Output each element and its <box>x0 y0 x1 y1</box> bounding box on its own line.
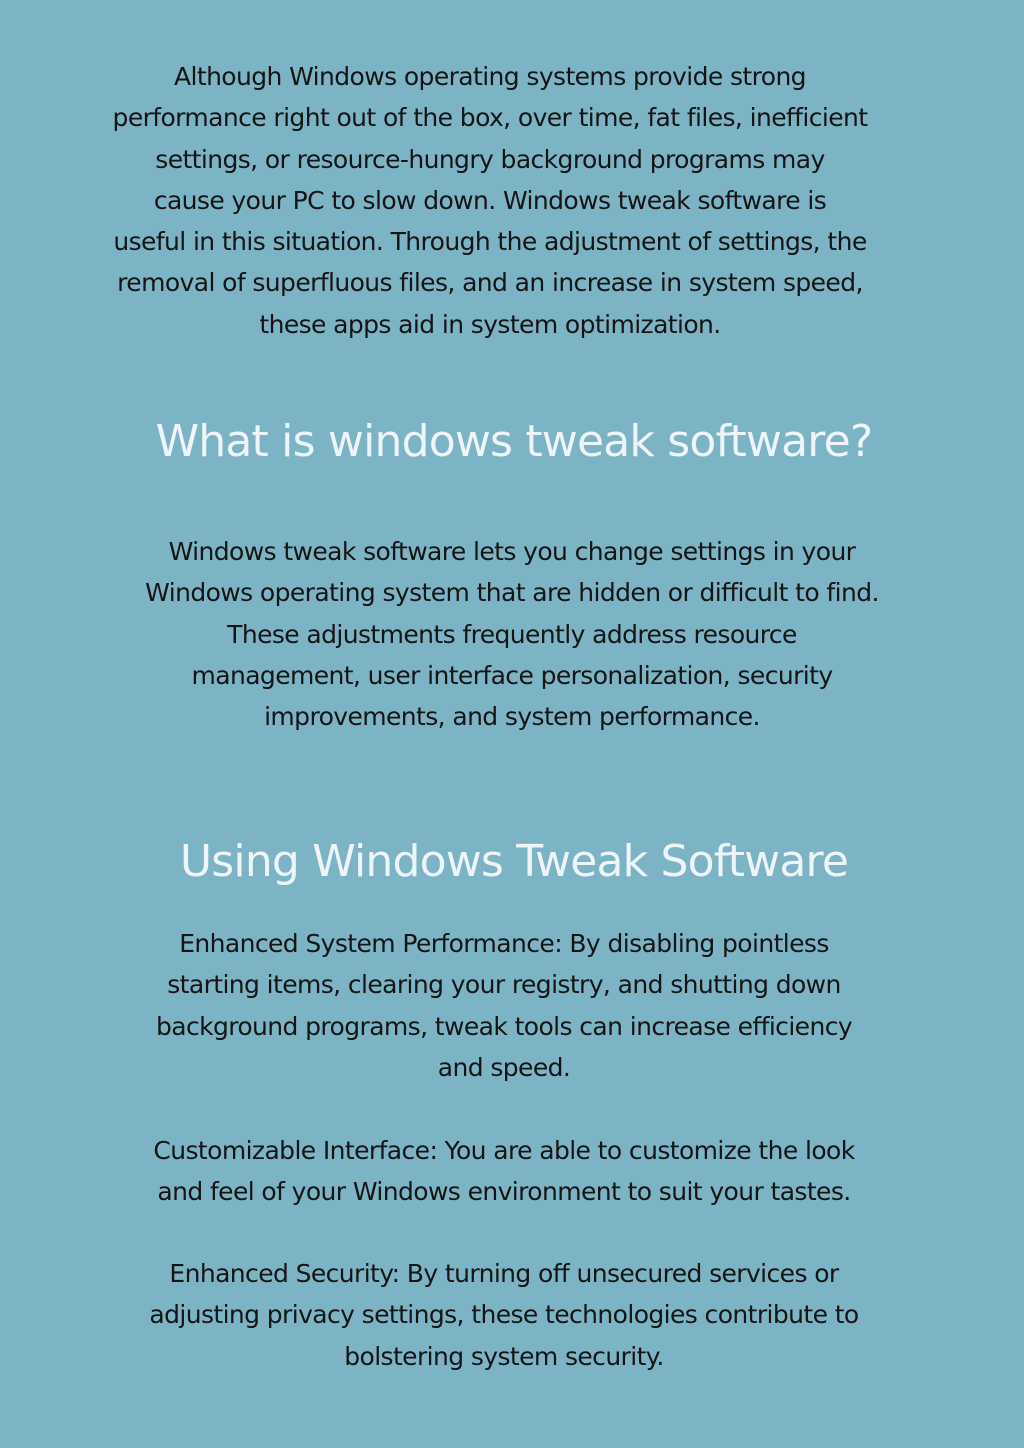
what-is-paragraph <box>62 531 962 737</box>
interface-paragraph <box>54 1130 954 1213</box>
what-is-line: Windows tweak software lets you change settings in your <box>168 537 856 566</box>
what-is-heading: What is windows tweak software? <box>155 416 873 467</box>
security-line: adjusting privacy settings, these technologies contribute to <box>149 1300 859 1330</box>
intro-line: useful in this situation. Through the adjustment of settings, the <box>113 227 867 257</box>
intro-line: performance right out of the box, over time, fat files, inefficient <box>112 103 868 133</box>
what-is-line: Windows operating system that are hidden or difficult to find. <box>145 578 879 608</box>
interface-line: and feel of your Windows environment to suit your tastes. <box>157 1177 851 1207</box>
security-line: Enhanced Security: By turning off unsecured services or <box>169 1259 839 1288</box>
security-paragraph <box>54 1253 954 1377</box>
intro-line: settings, or resource-hungry background programs may <box>155 144 825 174</box>
intro-line: removal of superfluous files, and an increase in system speed, <box>117 268 863 298</box>
intro-paragraph <box>40 56 940 345</box>
what-is-line: improvements, and system performance. <box>264 702 760 732</box>
interface-line: Customizable Interface: You are able to customize the look <box>153 1136 855 1165</box>
intro-line: these apps aid in system optimization. <box>259 309 721 339</box>
intro-line: Although Windows operating systems provide strong <box>174 62 806 91</box>
performance-line: background programs, tweak tools can increase efficiency <box>155 1011 853 1041</box>
performance-line: Enhanced System Performance: By disabling pointless <box>179 929 829 958</box>
performance-paragraph <box>54 923 954 1088</box>
security-line: bolstering system security. <box>344 1341 664 1371</box>
intro-line: cause your PC to slow down. Windows tweak software is <box>153 185 827 215</box>
what-is-line: These adjustments frequently address resource <box>227 619 797 649</box>
performance-line: and speed. <box>437 1052 571 1082</box>
using-heading: Using Windows Tweak Software <box>179 836 849 887</box>
performance-line: starting items, clearing your registry, and shutting down <box>167 970 841 1000</box>
what-is-line: management, user interface personalization, security <box>191 660 833 690</box>
